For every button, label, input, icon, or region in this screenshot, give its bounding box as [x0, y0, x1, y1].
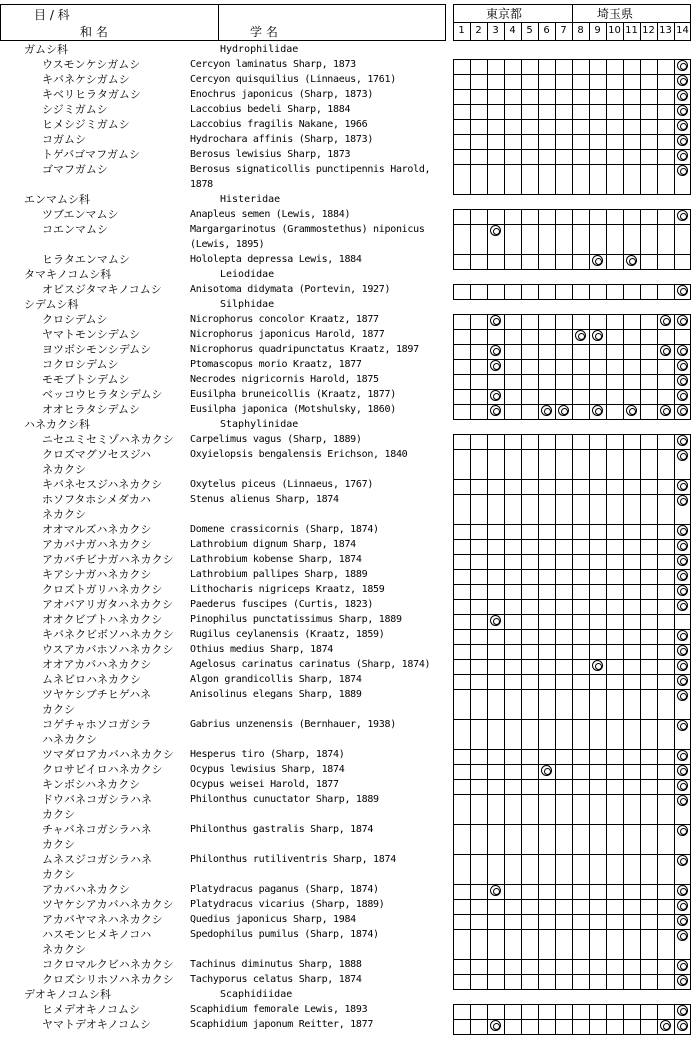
species-name-sci: Spedophilus pumilus (Sharp, 1874): [190, 929, 379, 940]
grid-row-line: [453, 764, 691, 765]
species-name-jp: カクシ: [42, 868, 75, 881]
species-name-sci: Lathrobium kobense Sharp, 1874: [190, 554, 362, 565]
species-name-jp: クロズシリホソハネカクシ: [42, 973, 174, 986]
grid-column-line: [470, 209, 471, 269]
grid-row-line: [453, 689, 691, 690]
column-divider: [572, 22, 573, 41]
species-name-sci: Hesperus tiro (Sharp, 1874): [190, 749, 345, 760]
scientific-name-header: 学 名: [250, 25, 278, 39]
grid-column-line: [487, 59, 488, 194]
grid-row-line: [453, 599, 691, 600]
family-name-jp: タマキノコムシ科: [24, 268, 112, 281]
species-name-jp: キバネセスジハネカクシ: [42, 478, 163, 491]
grid-row-line: [453, 554, 691, 555]
column-number: 4: [509, 25, 516, 36]
species-name-sci: Agelosus carinatus carinatus (Sharp, 1874): [190, 659, 431, 670]
grid-column-line: [623, 434, 624, 989]
grid-column-line: [589, 209, 590, 269]
grid-column-line: [572, 434, 573, 989]
family-name-sci: Leiodidae: [220, 269, 275, 280]
column-number: 5: [526, 25, 533, 36]
species-name-sci: Cercyon quisquilius (Linnaeus, 1761): [190, 74, 396, 85]
species-name-jp: ドウバネコガシラハネ: [42, 793, 152, 806]
grid-row-line: [453, 344, 691, 345]
column-number: 7: [560, 25, 567, 36]
grid-column-line: [674, 284, 675, 299]
species-name-sci: Berosus signaticollis punctipennis Harold,: [190, 164, 431, 175]
grid-column-line: [657, 284, 658, 299]
grid-column-line: [589, 59, 590, 194]
species-name-sci: Philonthus cunuctator Sharp, 1889: [190, 794, 379, 805]
column-number: 14: [676, 25, 689, 36]
species-name-sci: Nicrophorus concolor Kraatz, 1877: [190, 314, 379, 325]
column-divider: [657, 22, 658, 41]
species-name-jp: クロサビイロハネカクシ: [42, 763, 163, 776]
species-name-jp: アカバナガハネカクシ: [42, 538, 152, 551]
japanese-name-header: 和 名: [80, 25, 108, 39]
family-name-jp: シデムシ科: [24, 298, 79, 311]
species-name-sci: Lithocharis nigriceps Kraatz, 1859: [190, 584, 385, 595]
order-family-header: 目 / 科: [34, 8, 70, 22]
species-name-jp: ムネビロハネカクシ: [42, 673, 141, 686]
grid-row-line: [453, 629, 691, 630]
grid-column-line: [555, 59, 556, 194]
species-name-sci: Quedius japonicus Sharp, 1984: [190, 914, 356, 925]
species-name-sci: Nicrophorus quadripunctatus Kraatz, 1897: [190, 344, 419, 355]
grid-column-line: [521, 209, 522, 269]
grid-row-line: [453, 824, 691, 825]
grid-column-line: [521, 59, 522, 194]
species-name-jp: キバネケシガムシ: [42, 73, 130, 86]
species-name-sci: Platydracus vicarius (Sharp, 1889): [190, 899, 385, 910]
grid-row-line: [453, 674, 691, 675]
column-number: 12: [642, 25, 655, 36]
grid-column-line: [538, 209, 539, 269]
species-name-jp: ヨツボシモンシデムシ: [42, 343, 152, 356]
grid-column-line: [487, 284, 488, 299]
species-name-jp: ヤマトデオキノコムシ: [42, 1018, 152, 1031]
grid-column-line: [606, 209, 607, 269]
species-name-jp: ツヤケシアカバハネカクシ: [42, 898, 174, 911]
column-divider: [623, 22, 624, 41]
species-name-sci: Philonthus rutiliventris Sharp, 1874: [190, 854, 396, 865]
species-name-sci: Laccobius bedeli Sharp, 1884: [190, 104, 351, 115]
grid-row-line: [453, 404, 691, 405]
species-name-jp: キアシナガハネカクシ: [42, 568, 152, 581]
species-name-jp: ネカクシ: [42, 508, 86, 521]
species-name-sci: Stenus alienus Sharp, 1874: [190, 494, 339, 505]
column-divider: [606, 22, 607, 41]
grid-row-line: [453, 899, 691, 900]
grid-column-line: [538, 284, 539, 299]
grid-row-line: [453, 929, 691, 930]
region-tokyo: 東京都: [486, 7, 523, 21]
grid-column-line: [538, 434, 539, 989]
grid-column-line: [606, 284, 607, 299]
species-name-jp: ネカクシ: [42, 943, 86, 956]
species-name-jp: キベリヒラタガムシ: [42, 88, 141, 101]
family-name-jp: ガムシ科: [24, 43, 68, 56]
grid-row-line: [453, 104, 691, 105]
species-name-jp: ツヤケシブチヒゲハネ: [42, 688, 152, 701]
species-name-jp: ネカクシ: [42, 463, 86, 476]
column-divider: [674, 22, 675, 41]
grid-row-line: [453, 164, 691, 165]
species-name-sci: Oxytelus piceus (Linnaeus, 1767): [190, 479, 374, 490]
grid-column-line: [623, 59, 624, 194]
species-name-jp: チャバネコガシラハネ: [42, 823, 152, 836]
grid-column-line: [572, 59, 573, 194]
species-name-jp: コクロシデムシ: [42, 358, 119, 371]
column-divider: [504, 22, 505, 41]
grid-column-line: [674, 434, 675, 989]
species-name-jp: シジミガムシ: [42, 103, 108, 116]
grid-column-line: [470, 284, 471, 299]
species-name-sci: 1878: [190, 179, 213, 190]
column-divider: [521, 22, 522, 41]
species-name-jp: ゴマフガムシ: [42, 163, 108, 176]
grid-row-line: [453, 569, 691, 570]
grid-column-line: [674, 59, 675, 194]
family-name-jp: デオキノコムシ科: [24, 988, 112, 1001]
species-name-sci: Paederus fuscipes (Curtis, 1823): [190, 599, 374, 610]
grid-row-line: [453, 389, 691, 390]
grid-row-line: [453, 524, 691, 525]
grid-row-line: [453, 914, 691, 915]
grid-column-line: [623, 284, 624, 299]
species-name-sci: Hololepta depressa Lewis, 1884: [190, 254, 362, 265]
species-name-jp: クロズマグソセスジハ: [42, 448, 152, 461]
species-name-sci: Domene crassicornis (Sharp, 1874): [190, 524, 379, 535]
grid-column-line: [555, 284, 556, 299]
column-number: 8: [577, 25, 584, 36]
species-name-sci: Tachyporus celatus Sharp, 1874: [190, 974, 362, 985]
family-name-sci: Silphidae: [220, 299, 275, 310]
species-name-sci: Pinophilus punctatissimus Sharp, 1889: [190, 614, 402, 625]
species-name-sci: Nicrophorus japonicus Harold, 1877: [190, 329, 385, 340]
species-name-jp: カクシ: [42, 808, 75, 821]
grid-row-line: [453, 614, 691, 615]
grid-column-line: [623, 209, 624, 269]
grid-row-line: [453, 449, 691, 450]
species-name-jp: コエンマムシ: [42, 223, 108, 236]
species-name-jp: アオバアリガタハネカクシ: [42, 598, 174, 611]
species-name-jp: コクロマルクビハネカクシ: [42, 958, 174, 971]
grid-column-line: [555, 209, 556, 269]
species-name-sci: Anisolinus elegans Sharp, 1889: [190, 689, 362, 700]
species-name-sci: Scaphidium japonum Reitter, 1877: [190, 1019, 374, 1030]
grid-column-line: [657, 434, 658, 989]
grid-column-line: [657, 209, 658, 269]
family-name-sci: Hydrophilidae: [220, 44, 299, 55]
grid-row-line: [453, 584, 691, 585]
grid-column-line: [640, 434, 641, 989]
species-name-jp: カクシ: [42, 703, 75, 716]
species-name-sci: Tachinus diminutus Sharp, 1888: [190, 959, 362, 970]
header-divider: [218, 4, 219, 41]
grid-column-line: [504, 59, 505, 194]
grid-column-line: [572, 209, 573, 269]
column-number: 2: [475, 25, 482, 36]
grid-column-line: [606, 434, 607, 989]
species-name-sci: Cercyon laminatus Sharp, 1873: [190, 59, 356, 70]
grid-row-line: [453, 134, 691, 135]
grid-row-line: [453, 329, 691, 330]
grid-column-line: [657, 59, 658, 194]
grid-row-line: [453, 779, 691, 780]
species-name-jp: オオアカバハネカクシ: [42, 658, 152, 671]
grid-row-line: [453, 794, 691, 795]
species-name-sci: Anisotoma didymata (Portevin, 1927): [190, 284, 391, 295]
species-name-sci: Gabrius unzenensis (Bernhauer, 1938): [190, 719, 396, 730]
species-name-sci: Lathrobium dignum Sharp, 1874: [190, 539, 356, 550]
species-name-sci: Anapleus semen (Lewis, 1884): [190, 209, 351, 220]
grid-column-line: [606, 59, 607, 194]
family-name-jp: ハネカクシ科: [24, 418, 90, 431]
column-number: 1: [458, 25, 465, 36]
species-name-sci: Margargarinotus (Grammostethus) niponicus: [190, 224, 425, 235]
grid-column-line: [504, 434, 505, 989]
species-name-sci: Laccobius fragilis Nakane, 1966: [190, 119, 368, 130]
grid-column-line: [640, 59, 641, 194]
species-name-jp: オオマルズハネカクシ: [42, 523, 152, 536]
grid-row-line: [453, 74, 691, 75]
grid-row-line: [453, 884, 691, 885]
species-name-jp: ハスモンヒメキノコハ: [42, 928, 152, 941]
column-divider: [538, 22, 539, 41]
species-name-sci: Eusilpha japonica (Motshulsky, 1860): [190, 404, 396, 415]
grid-column-line: [555, 434, 556, 989]
species-name-sci: Philonthus gastralis Sharp, 1874: [190, 824, 374, 835]
family-name-jp: エンマムシ科: [24, 193, 90, 206]
species-name-jp: キンボシハネカクシ: [42, 778, 141, 791]
grid-column-line: [521, 434, 522, 989]
species-name-jp: ベッコウヒラタシデムシ: [42, 388, 163, 401]
species-name-jp: オオヒラタシデムシ: [42, 403, 141, 416]
species-name-sci: Enochrus japonicus (Sharp, 1873): [190, 89, 374, 100]
grid-column-line: [674, 209, 675, 269]
grid-column-line: [538, 59, 539, 194]
species-name-jp: ニセユミセミゾハネカクシ: [42, 433, 174, 446]
grid-column-line: [504, 209, 505, 269]
species-name-sci: Othius medius Sharp, 1874: [190, 644, 334, 655]
grid-column-line: [572, 284, 573, 299]
species-name-jp: ホソフタホシメダカハ: [42, 493, 151, 506]
species-name-jp: ムネスジコガシラハネ: [42, 853, 152, 866]
grid-row-line: [453, 119, 691, 120]
column-divider: [589, 22, 590, 41]
column-divider: [555, 22, 556, 41]
column-number: 9: [594, 25, 601, 36]
species-name-jp: アカバハネカクシ: [42, 883, 130, 896]
species-name-sci: Algon grandicollis Sharp, 1874: [190, 674, 362, 685]
grid-row-line: [453, 224, 691, 225]
species-name-jp: ツブエンマムシ: [42, 208, 119, 221]
grid-row-line: [453, 254, 691, 255]
species-name-jp: ウスアカバホソハネカクシ: [42, 643, 174, 656]
grid-row-line: [453, 644, 691, 645]
grid-row-line: [453, 749, 691, 750]
grid-column-line: [640, 284, 641, 299]
grid-column-line: [589, 284, 590, 299]
species-name-jp: コガムシ: [42, 133, 86, 146]
grid-column-line: [470, 434, 471, 989]
species-name-sci: Eusilpha bruneicollis (Kraatz, 1877): [190, 389, 396, 400]
grid-row-line: [453, 719, 691, 720]
column-divider: [470, 22, 471, 41]
grid-row-line: [453, 974, 691, 975]
column-number: 13: [659, 25, 672, 36]
grid-row-line: [453, 1019, 691, 1020]
column-divider: [487, 22, 488, 41]
grid-column-line: [640, 209, 641, 269]
species-name-sci: Oxyielopsis bengalensis Erichson, 1840: [190, 449, 408, 460]
column-number: 11: [625, 25, 638, 36]
species-name-sci: Ocypus weisei Harold, 1877: [190, 779, 339, 790]
family-name-sci: Histeridae: [220, 194, 281, 205]
species-name-jp: オビスジタマキノコムシ: [42, 283, 162, 296]
species-name-jp: アカバヤマネハネカクシ: [42, 913, 163, 926]
grid-column-line: [487, 434, 488, 989]
family-name-sci: Staphylinidae: [220, 419, 299, 430]
column-number: 6: [543, 25, 550, 36]
species-name-sci: Hydrochara affinis (Sharp, 1873): [190, 134, 374, 145]
family-name-sci: Scaphidiidae: [220, 989, 293, 1000]
species-name-sci: Rugilus ceylanensis (Kraatz, 1859): [190, 629, 385, 640]
grid-column-line: [487, 209, 488, 269]
species-name-jp: ハネカクシ: [42, 733, 97, 746]
species-name-jp: カクシ: [42, 838, 75, 851]
grid-row-line: [453, 494, 691, 495]
species-name-sci: Lathrobium pallipes Sharp, 1889: [190, 569, 368, 580]
grid-row-line: [453, 374, 691, 375]
species-name-jp: クロズトガリハネカクシ: [42, 583, 163, 596]
grid-row-line: [453, 479, 691, 480]
species-name-jp: モモブトシデムシ: [42, 373, 130, 386]
column-number: 3: [492, 25, 499, 36]
species-name-sci: Ocypus lewisius Sharp, 1874: [190, 764, 345, 775]
species-name-jp: ヤマトモンシデムシ: [42, 328, 141, 341]
species-name-jp: オオクビブトハネカクシ: [42, 613, 163, 626]
species-name-jp: アカバチビナガハネカクシ: [42, 553, 174, 566]
species-name-jp: クロシデムシ: [42, 313, 108, 326]
species-name-jp: ツマダロアカバハネカクシ: [42, 748, 174, 761]
species-name-sci: Necrodes nigricornis Harold, 1875: [190, 374, 379, 385]
grid-row-line: [453, 854, 691, 855]
grid-row-line: [453, 539, 691, 540]
species-name-sci: (Lewis, 1895): [190, 239, 265, 250]
grid-row-line: [453, 659, 691, 660]
species-name-jp: ウスモンケシガムシ: [42, 58, 141, 71]
species-name-sci: Ptomascopus morio Kraatz, 1877: [190, 359, 362, 370]
species-name-jp: キバネクビボソハネカクシ: [42, 628, 174, 641]
grid-column-line: [589, 434, 590, 989]
species-name-jp: ヒメシジミガムシ: [42, 118, 130, 131]
species-name-jp: ヒラタエンマムシ: [42, 253, 130, 266]
species-name-sci: Scaphidium femorale Lewis, 1893: [190, 1004, 368, 1015]
region-divider: [572, 4, 573, 22]
region-saitama: 埼玉県: [597, 7, 634, 21]
grid-row-line: [453, 959, 691, 960]
grid-row-line: [453, 359, 691, 360]
grid-column-line: [470, 59, 471, 194]
grid-row-line: [453, 149, 691, 150]
column-divider: [640, 22, 641, 41]
grid-column-line: [521, 284, 522, 299]
species-name-jp: ヒメデオキノコムシ: [42, 1003, 141, 1016]
column-number: 10: [608, 25, 621, 36]
species-name-jp: コゲチャホソコガシラ: [42, 718, 152, 731]
grid-column-line: [504, 284, 505, 299]
grid-row-line: [453, 89, 691, 90]
species-name-sci: Berosus lewisius Sharp, 1873: [190, 149, 351, 160]
species-name-sci: Carpelimus vagus (Sharp, 1889): [190, 434, 362, 445]
species-name-sci: Platydracus paganus (Sharp, 1874): [190, 884, 379, 895]
species-name-jp: トゲバゴマフガムシ: [42, 148, 141, 161]
